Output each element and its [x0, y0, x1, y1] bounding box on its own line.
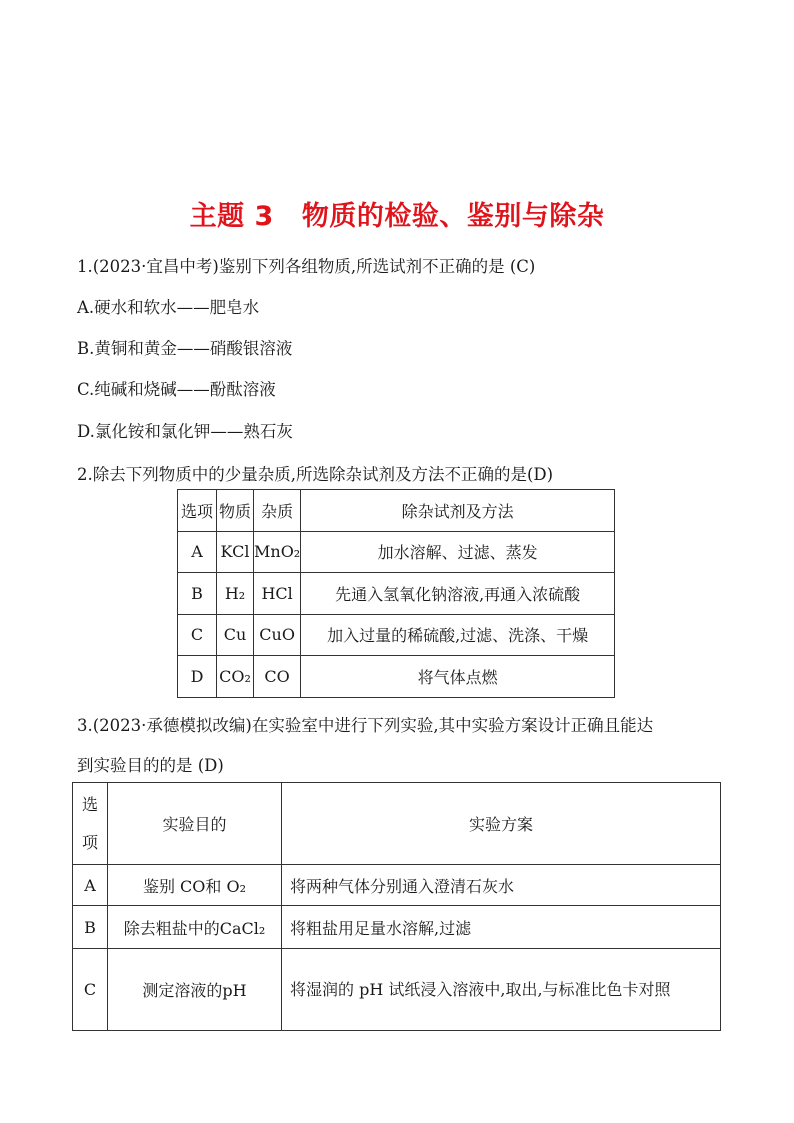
header-goal: 实验目的: [108, 783, 282, 865]
cell-substance: Cu: [217, 614, 254, 656]
cell-plan: 将湿润的 pH 试纸浸入溶液中,取出,与标准比色卡对照: [282, 949, 721, 1031]
title-subject: 物质的检验、鉴别与除杂: [301, 201, 605, 232]
header-plan: 实验方案: [282, 783, 721, 865]
cell-impurity: CO: [254, 656, 301, 698]
cell-option: C: [178, 614, 217, 656]
q3-stem-line2: 到实验目的的是 (D): [77, 756, 224, 775]
table-row: [178, 614, 615, 656]
cell-impurity: CuO: [254, 614, 301, 656]
q3-stem-line1: 3.(2023·承德模拟改编)在实验室中进行下列实验,其中实验方案设计正确且能达: [77, 716, 654, 735]
table-row: [73, 865, 721, 906]
cell-plan: 将两种气体分别通入澄清石灰水: [282, 865, 721, 906]
cell-substance: CO₂: [217, 656, 254, 698]
cell-method: 加水溶解、过滤、蒸发: [301, 531, 615, 573]
page-title: [0, 194, 794, 233]
table-row: [178, 656, 615, 698]
cell-option: A: [178, 531, 217, 573]
q1-option-c: C.纯碱和烧碱——酚酞溶液: [77, 380, 276, 399]
cell-goal: 除去粗盐中的CaCl₂: [108, 906, 282, 949]
header-method: 除杂试剂及方法: [301, 490, 615, 532]
q1-stem: 1.(2023·宜昌中考)鉴别下列各组物质,所选试剂不正确的是 (C): [77, 257, 536, 276]
table-row: [178, 573, 615, 615]
cell-impurity: MnO₂: [254, 531, 301, 573]
cell-option: D: [178, 656, 217, 698]
table-row: [73, 949, 721, 1031]
cell-option: A: [73, 865, 108, 906]
cell-goal: 鉴别 CO和 O₂: [108, 865, 282, 906]
cell-option: B: [73, 906, 108, 949]
q3-table: [72, 782, 721, 1031]
header-impurity: 杂质: [254, 490, 301, 532]
q1-option-b: B.黄铜和黄金——硝酸银溶液: [77, 339, 293, 358]
q2-table: [177, 489, 615, 698]
cell-plan: 将粗盐用足量水溶解,过滤: [282, 906, 721, 949]
table-row: [178, 531, 615, 573]
q2-stem: 2.除去下列物质中的少量杂质,所选除杂试剂及方法不正确的是(D): [77, 465, 554, 484]
table-header-row: [73, 783, 721, 865]
q1-option-a: A.硬水和软水——肥皂水: [77, 298, 260, 317]
cell-method: 先通入氢氧化钠溶液,再通入浓硫酸: [301, 573, 615, 615]
cell-substance: H₂: [217, 573, 254, 615]
header-option: 选项: [178, 490, 217, 532]
cell-method: 加入过量的稀硫酸,过滤、洗涤、干燥: [301, 614, 615, 656]
cell-goal: 测定溶液的pH: [108, 949, 282, 1031]
title-topic: 主题 3: [189, 201, 274, 232]
q1-option-d: D.氯化铵和氯化钾——熟石灰: [77, 422, 293, 441]
cell-option: B: [178, 573, 217, 615]
cell-substance: KCl: [217, 531, 254, 573]
table-row: [73, 906, 721, 949]
cell-method: 将气体点燃: [301, 656, 615, 698]
cell-option: C: [73, 949, 108, 1031]
cell-impurity: HCl: [254, 573, 301, 615]
header-substance: 物质: [217, 490, 254, 532]
header-option-text: 选项: [81, 794, 98, 852]
table-header-row: [178, 490, 615, 532]
header-option: [73, 783, 108, 865]
